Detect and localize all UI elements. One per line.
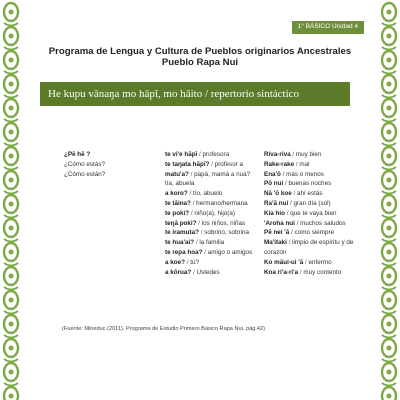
rapa-nui-term: te taŋata hāpī? <box>165 160 210 168</box>
spanish-gloss: como siempre <box>294 229 335 237</box>
border-ornament-dot <box>9 178 14 183</box>
separator-slash: / <box>188 170 195 178</box>
spanish-gloss: ¿Cómo están? <box>64 170 106 178</box>
separator-slash: / <box>184 258 191 266</box>
border-ornament-dot <box>387 178 392 183</box>
border-ornament-curve <box>4 263 18 266</box>
border-ornament-dot <box>387 226 392 231</box>
border-ornament-curve <box>4 215 18 218</box>
border-ornament-curve <box>4 359 18 362</box>
border-ornament-curve <box>4 23 18 26</box>
section-title-band <box>40 82 350 106</box>
rapa-nui-term: Kia hio <box>264 209 285 217</box>
border-ornament-curve <box>4 71 18 74</box>
section-title: He kupu vānaŋa mo hāpī, mo hāito / repertorio sintáctico <box>48 88 300 100</box>
separator-slash: / <box>298 268 304 276</box>
spanish-gloss: que te vaya bien <box>290 209 337 217</box>
phrase-column-1 <box>64 150 132 179</box>
spanish-gloss: mal <box>299 160 310 168</box>
border-ornament-dot <box>387 322 392 327</box>
phrase-row <box>165 238 255 248</box>
separator-slash: / <box>294 219 301 227</box>
rapa-nui-term: te poki? <box>165 209 190 217</box>
phrase-row <box>264 228 354 238</box>
phrase-row <box>264 160 354 170</box>
separator-slash: / <box>303 258 309 266</box>
spanish-gloss: muy contento <box>303 268 342 276</box>
border-ornament-curve <box>4 383 18 386</box>
border-ornament-dot <box>387 250 392 255</box>
border-ornament-dot <box>387 298 392 303</box>
spanish-gloss: Ustedes <box>196 268 220 276</box>
border-ornament-dot <box>9 82 14 87</box>
border-ornament-dot <box>387 58 392 63</box>
separator-slash: / <box>285 209 291 217</box>
border-ornament-dot <box>9 370 14 375</box>
separator-slash: / <box>283 180 289 188</box>
spanish-gloss: ahí estás <box>297 190 323 198</box>
rapa-nui-term: te tāina? <box>165 199 191 207</box>
spanish-gloss: tú? <box>190 258 199 266</box>
spanish-gloss: los niños, niñas <box>201 219 246 227</box>
separator-slash: / <box>294 160 300 168</box>
separator-slash: / <box>202 248 208 256</box>
separator-slash: / <box>280 170 287 178</box>
border-ornament-curve <box>4 191 18 194</box>
phrase-row <box>264 268 354 278</box>
phrase-row <box>64 160 132 170</box>
separator-slash: / <box>187 190 193 198</box>
phrase-row <box>264 179 354 189</box>
separator-slash: / <box>191 268 197 276</box>
spanish-gloss: profesora <box>202 151 230 158</box>
rapa-nui-term: Rake-rake <box>264 160 295 168</box>
border-ornament-dot <box>387 82 392 87</box>
separator-slash: / <box>198 229 205 237</box>
separator-slash: / <box>196 219 202 227</box>
program-subtitle: Pueblo Rapa Nui <box>161 57 239 68</box>
rapa-nui-term: Riva-riva <box>264 151 291 158</box>
spanish-gloss: más o menos <box>286 170 324 178</box>
border-ornament-curve <box>4 143 18 146</box>
rapa-nui-term: Ra'ā nui <box>264 199 289 207</box>
border-ornament-dot <box>9 202 14 207</box>
separator-slash: / <box>194 239 200 247</box>
separator-slash: / <box>197 151 203 158</box>
rapa-nui-term: a kōrua? <box>165 268 192 276</box>
phrase-row <box>64 150 132 160</box>
border-ornament-curve <box>382 191 396 194</box>
border-ornament-dot <box>387 394 392 399</box>
phrase-row <box>165 170 255 180</box>
decorative-border-right <box>378 0 400 400</box>
rapa-nui-term: Ena'ō <box>264 170 281 178</box>
phrase-row <box>165 179 255 189</box>
spanish-gloss: muy bien <box>295 151 322 158</box>
phrase-row <box>264 238 354 258</box>
rapa-nui-term: a koro? <box>165 190 188 198</box>
phrase-row <box>165 248 255 258</box>
border-ornament-curve <box>382 239 396 242</box>
border-ornament-dot <box>9 322 14 327</box>
phrase-row <box>165 209 255 219</box>
border-ornament-curve <box>382 311 396 314</box>
border-ornament-curve <box>382 215 396 218</box>
phrase-column-2 <box>165 150 255 277</box>
border-ornament-dot <box>9 274 14 279</box>
border-ornament-dot <box>387 10 392 15</box>
border-ornament-curve <box>4 335 18 338</box>
border-ornament-dot <box>9 250 14 255</box>
rapa-nui-term: matu'a? <box>165 170 189 178</box>
phrase-row <box>264 199 354 209</box>
border-ornament-dot <box>9 154 14 159</box>
rapa-nui-term: te vi'e hāpī <box>165 151 198 158</box>
phrase-row <box>264 189 354 199</box>
phrase-row <box>165 160 255 170</box>
border-ornament-dot <box>387 274 392 279</box>
spanish-gloss: gran día (sol) <box>293 199 331 207</box>
border-ornament-curve <box>4 311 18 314</box>
phrase-row <box>264 209 354 219</box>
border-ornament-dot <box>9 298 14 303</box>
border-ornament-curve <box>382 335 396 338</box>
spanish-gloss: hermano/hermana <box>196 199 248 207</box>
separator-slash: / <box>209 160 215 168</box>
separator-slash: / <box>190 199 197 207</box>
source-citation: (Fuente: Mineduc (2011). Programa de Estudio Primero Básico Rapa Nui, pág.42) <box>62 326 265 332</box>
rapa-nui-term: te hua'ai? <box>165 239 195 247</box>
spanish-gloss: enfermo <box>308 258 332 266</box>
border-ornament-dot <box>387 154 392 159</box>
border-ornament-curve <box>4 167 18 170</box>
rapa-nui-term: Ma'itaki <box>264 239 287 247</box>
border-ornament-dot <box>387 370 392 375</box>
separator-slash: / <box>290 151 296 158</box>
program-title: Programa de Lengua y Cultura de Pueblos originarios Ancestrales <box>48 46 352 57</box>
phrase-column-3 <box>264 150 354 277</box>
spanish-gloss: profesor a <box>214 160 244 168</box>
phrase-row <box>165 199 255 209</box>
border-ornament-curve <box>382 263 396 266</box>
border-ornament-dot <box>387 106 392 111</box>
phrase-row <box>264 219 354 229</box>
spanish-gloss: buenas noches <box>288 180 332 188</box>
border-ornament-dot <box>9 394 14 399</box>
rapa-nui-term: ¿Pē hē ? <box>64 151 91 158</box>
phrase-row <box>165 219 255 229</box>
rapa-nui-term: teŋā poki? <box>165 219 197 227</box>
border-ornament-dot <box>9 34 14 39</box>
border-ornament-dot <box>9 58 14 63</box>
phrase-row <box>264 258 354 268</box>
border-ornament-curve <box>4 95 18 98</box>
phrase-row <box>165 150 255 160</box>
rapa-nui-term: Pō nui <box>264 180 284 188</box>
border-ornament-curve <box>382 23 396 26</box>
border-ornament-curve <box>382 95 396 98</box>
grade-unit-badge: 1° BÁSICO Unidad 4 <box>292 21 364 34</box>
rapa-nui-term: Nā 'ō koe <box>264 190 292 198</box>
border-ornament-dot <box>9 106 14 111</box>
spanish-gloss: amigo o amigos <box>207 248 253 256</box>
border-ornament-curve <box>382 383 396 386</box>
border-ornament-dot <box>9 346 14 351</box>
spanish-gloss: tío, abuelo <box>193 190 223 198</box>
phrase-row <box>264 150 354 160</box>
phrase-row <box>165 228 255 238</box>
border-ornament-curve <box>382 143 396 146</box>
separator-slash: / <box>291 190 297 198</box>
rapa-nui-term: Ko māui-ui 'ā <box>264 258 304 266</box>
decorative-border-left <box>0 0 22 400</box>
border-ornament-dot <box>9 10 14 15</box>
border-ornament-curve <box>382 119 396 122</box>
spanish-gloss: la familia <box>199 239 225 247</box>
border-ornament-curve <box>382 359 396 362</box>
border-ornament-dot <box>9 130 14 135</box>
spanish-gloss: ¿Cómo estás? <box>64 160 105 168</box>
spanish-gloss: niño(a), hijo(a) <box>194 209 235 217</box>
rapa-nui-term: a koe? <box>165 258 185 266</box>
rapa-nui-term: Pē nei 'ā <box>264 229 290 237</box>
border-ornament-dot <box>387 346 392 351</box>
separator-slash: / <box>189 209 195 217</box>
spanish-gloss: limpio de espíritu y de corazón <box>264 239 354 256</box>
border-ornament-curve <box>4 287 18 290</box>
border-ornament-curve <box>382 47 396 50</box>
rapa-nui-term: Koa ri'a-ri'a <box>264 268 299 276</box>
spanish-gloss: papá, mamá a nua? <box>194 170 251 178</box>
border-ornament-dot <box>387 130 392 135</box>
phrase-row <box>165 268 255 278</box>
phrase-row <box>165 258 255 268</box>
rapa-nui-term: 'Aroha nui <box>264 219 295 227</box>
border-ornament-curve <box>4 239 18 242</box>
border-ornament-dot <box>9 226 14 231</box>
border-ornament-curve <box>382 287 396 290</box>
rapa-nui-term: te repa hoa? <box>165 248 203 256</box>
border-ornament-curve <box>4 119 18 122</box>
border-ornament-dot <box>387 202 392 207</box>
rapa-nui-term: te iramuta? <box>165 229 199 237</box>
spanish-gloss: sobrino, sobrina <box>204 229 250 237</box>
border-ornament-curve <box>382 71 396 74</box>
spanish-gloss: muchos saludos <box>300 219 346 227</box>
separator-slash: / <box>289 229 295 237</box>
border-ornament-curve <box>382 167 396 170</box>
phrase-row <box>64 170 132 180</box>
border-ornament-curve <box>4 47 18 50</box>
border-ornament-dot <box>387 34 392 39</box>
separator-slash: / <box>288 199 294 207</box>
phrase-row <box>264 170 354 180</box>
separator-slash: / <box>286 239 293 247</box>
phrase-row <box>165 189 255 199</box>
spanish-gloss: tía, abuela <box>165 180 195 188</box>
